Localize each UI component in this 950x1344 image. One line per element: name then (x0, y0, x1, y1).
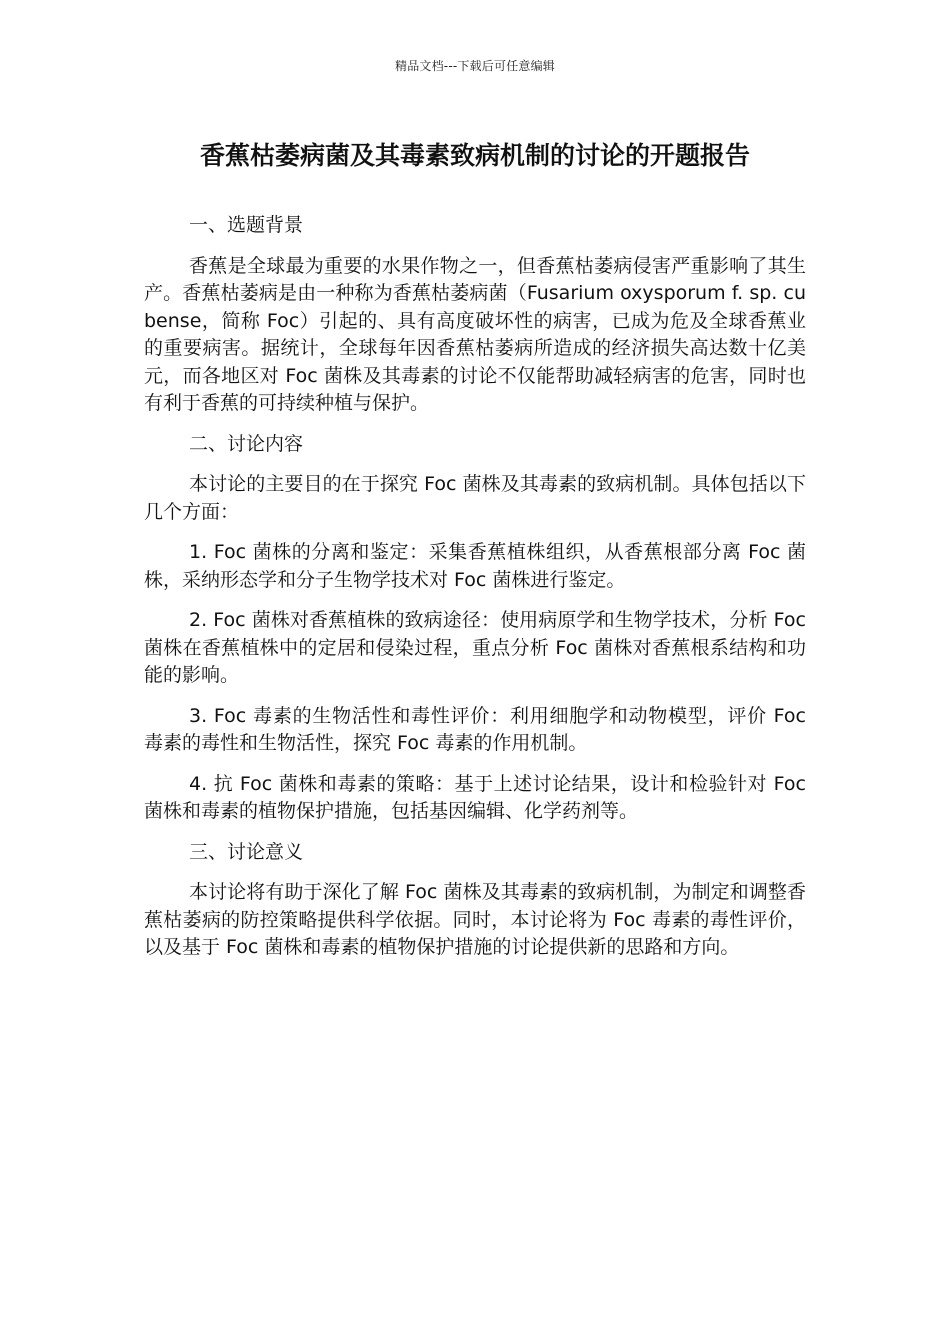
section-heading-content: 二、讨论内容 (189, 432, 304, 455)
document-body (144, 212, 806, 975)
content-item-1: 1. Foc 菌株的分离和鉴定：采集香蕉植株组织，从香蕉根部分离 Foc 菌株，采纳形态学和分子生物学技术对 Foc 菌株进行鉴定。 (144, 541, 806, 591)
content-item-2: 2. Foc 菌株对香蕉植株的致病途径：使用病原学和生物学技术，分析 Foc 菌株在香蕉植株中的定居和侵染过程，重点分析 Foc 菌株对香蕉根系结构和功能的影响。 (144, 609, 806, 686)
document-title: 香蕉枯萎病菌及其毒素致病机制的讨论的开题报告 (199, 141, 750, 170)
section-heading-background: 一、选题背景 (189, 214, 304, 236)
section-heading-significance: 三、讨论意义 (189, 840, 304, 863)
content-intro-paragraph: 本讨论的主要目的在于探究 Foc 菌株及其毒素的致病机制。具体包括以下几个方面： (144, 473, 806, 523)
header-note: 精品文档---下载后可任意编辑 (395, 59, 555, 73)
significance-paragraph: 本讨论将有助于深化了解 Foc 菌株及其毒素的致病机制，为制定和调整香蕉枯萎病的防控策略提供科学依据。同时，本讨论将为 Foc 毒素的毒性评价，以及基于 Foc 菌株和毒素的植物保护措施的讨论提供新的思路和方向。 (144, 881, 806, 958)
content-item-4: 4. 抗 Foc 菌株和毒素的策略：基于上述讨论结果，设计和检验针对 Foc 菌株和毒素的植物保护措施，包括基因编辑、化学药剂等。 (144, 772, 806, 822)
content-item-3: 3. Foc 毒素的生物活性和毒性评价：利用细胞学和动物模型，评价 Foc 毒素的毒性和生物活性，探究 Foc 毒素的作用机制。 (144, 704, 806, 754)
background-paragraph: 香蕉是全球最为重要的水果作物之一，但香蕉枯萎病侵害严重影响了其生产。香蕉枯萎病是由一种称为香蕉枯萎病菌（Fusarium oxysporum f. sp. cubense，简称 Foc）引起的、具有高度破坏性的病害，已成为危及全球香蕉业的重要病害。据统计，全球每年因香蕉枯萎病所造成的经济损失高达数十亿美元，而各地区对 Foc 菌株及其毒素的讨论不仅能帮助减轻病害的危害，同时也有利于香蕉的可持续种植与保护。 (144, 254, 806, 414)
